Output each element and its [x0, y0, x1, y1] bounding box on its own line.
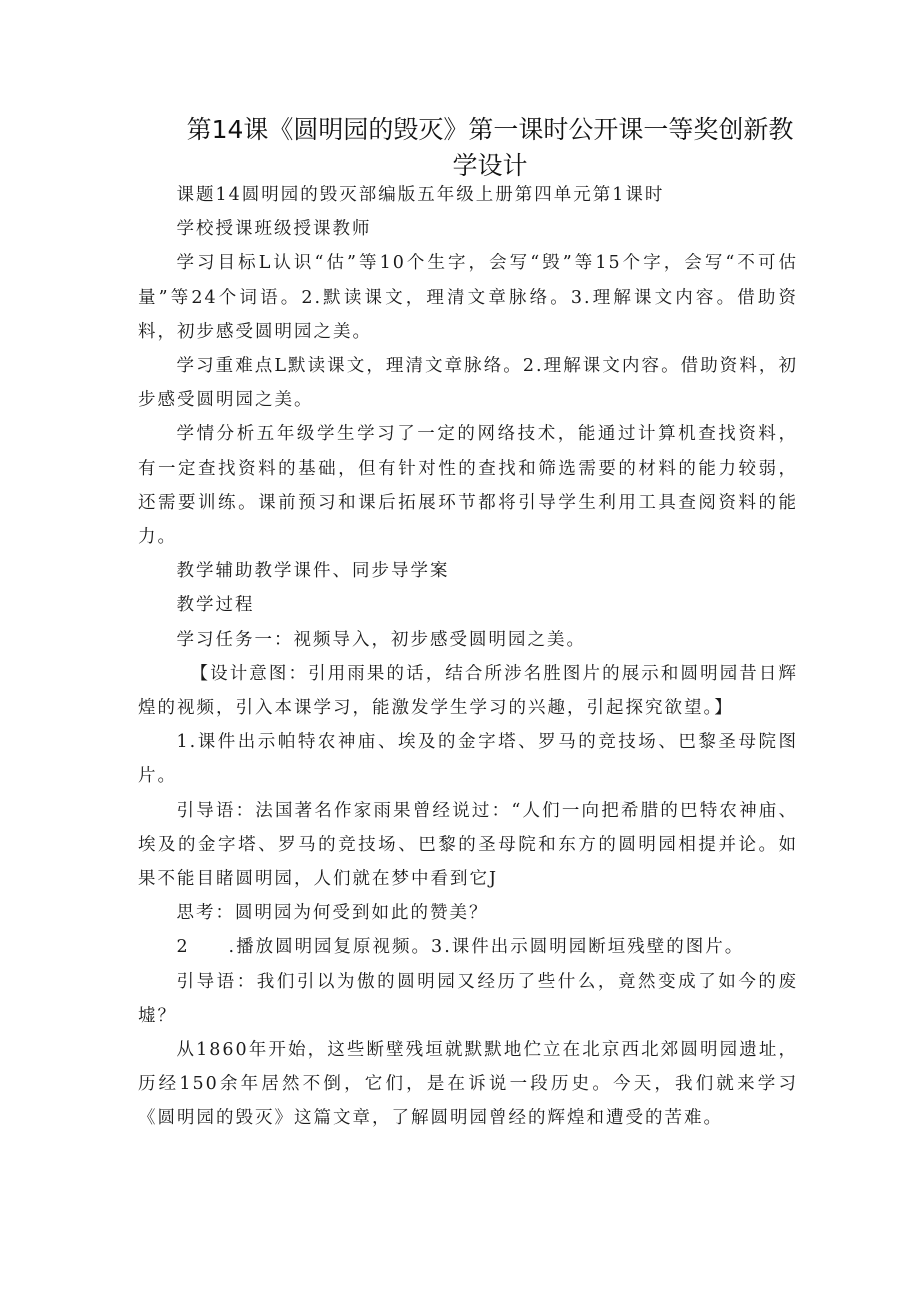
document-body [138, 178, 798, 1136]
paragraph-step-1: 1.课件出示帕特农神庙、埃及的金字塔、罗马的竞技场、巴黎圣母院图片。 [138, 732, 798, 787]
paragraph-history: 从1860年开始，这些断壁残垣就默默地伫立在北京西北郊圆明园遗址，历经150余年居然不倒，它们，是在诉说一段历史。今天，我们就来学习《圆明园的毁灭》这篇文章，了解圆明园曾经的辉煌和遭受的苦难。 [138, 1040, 798, 1129]
paragraph-step-2 [138, 930, 798, 964]
paragraph-guide-2: 引导语：我们引以为傲的圆明园又经历了些什么，竟然变成了如今的废墟？ [138, 971, 798, 1026]
paragraph-teaching-aids: 教学辅助教学课件、同步导学案 [176, 561, 450, 582]
paragraph-course-info: 课题14圆明园的毁灭部编版五年级上册第四单元第1课时 [176, 185, 665, 205]
step-2-text: .播放圆明园复原视频。3.课件出示圆明园断垣残壁的图片。 [228, 937, 745, 958]
title-line-1: 第14课《圆明园的毁灭》第一课时公开课一等奖创新教 [186, 115, 794, 144]
paragraph-learning-goals: 学习目标L认识“估”等10个生字，会写“毁”等15个字，会写“不可估量”等24个词语。2.默读课文，理清文章脉络。3.理解课文内容。借助资料，初步感受圆明园之美。 [138, 253, 798, 342]
paragraph-guide-1: 引导语：法国著名作家雨果曾经说过：“人们一向把希腊的巴特农神庙、埃及的金字塔、罗马的竞技场、巴黎的圣母院和东方的圆明园相提并论。如果不能目睹圆明园，人们就在梦中看到它J [138, 800, 798, 890]
paragraph-key-points: 学习重难点L默读课文，理清文章脉络。2.理解课文内容。借助资料，初步感受圆明园之美。 [138, 356, 798, 411]
paragraph-student-analysis: 学情分析五年级学生学习了一定的网络技术，能通过计算机查找资料，有一定查找资料的基础，但有针对性的查找和筛选需要的材料的能力较弱，还需要训练。课前预习和课后拓展环节都将引导学生利用工具查阅资料的能力。 [138, 424, 798, 548]
paragraph-think: 思考：圆明园为何受到如此的赞美？ [176, 903, 489, 924]
paragraph-school-class: 学校授课班级授课教师 [176, 219, 372, 240]
paragraph-task-one: 学习任务一：视频导入，初步感受圆明园之美。 [176, 629, 586, 650]
step-2-number: 2 [176, 937, 190, 958]
paragraph-teaching-process: 教学过程 [176, 595, 255, 616]
document-title [140, 112, 840, 184]
title-line-2: 学设计 [452, 151, 528, 180]
paragraph-design-intent: 【设计意图：引用雨果的话，结合所涉名胜图片的展示和圆明园昔日辉煌的视频，引入本课学习，能激发学生学习的兴趣，引起探究欲望。】 [138, 663, 798, 719]
